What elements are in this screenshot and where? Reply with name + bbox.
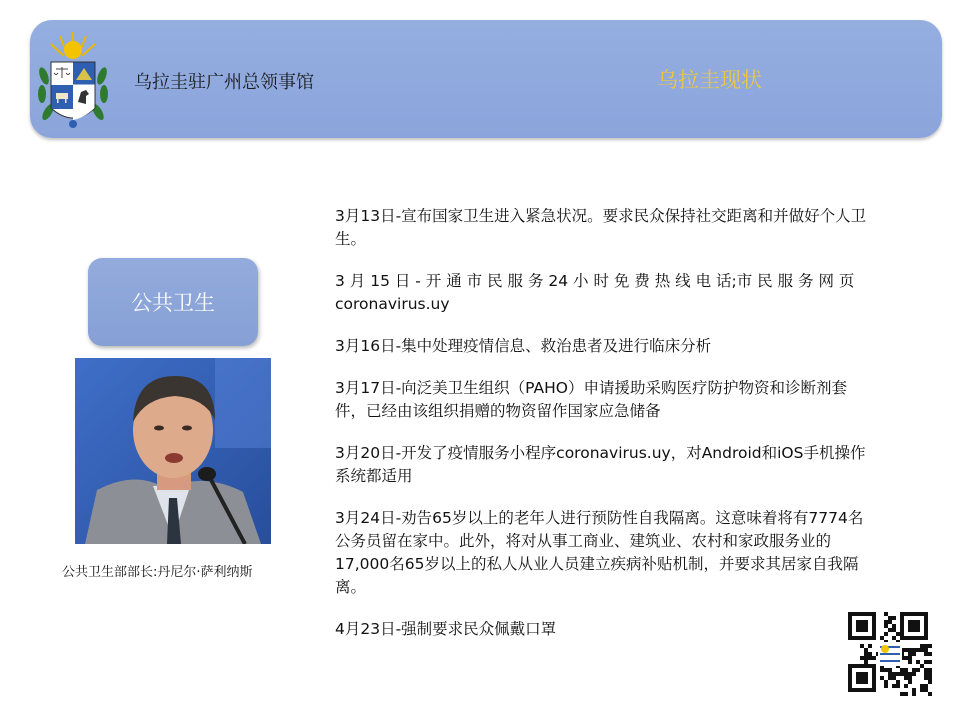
timeline-item: 3月17日-向泛美卫生组织（PAHO）申请援助采购医疗防护物资和诊断剂套件，已经由该组织捐赠的物资留作国家应急储备 (335, 379, 847, 420)
timeline-list (335, 205, 875, 660)
qr-code-icon (848, 612, 932, 696)
timeline-item: 3月24日-劝告65岁以上的老年人进行预防性自我隔离。这意味着将有7774名公务员留在家中。此外，将对从事工商业、建筑业、农村和家政服务业的17,000名65岁以上的私人从业人员建立疾病补贴机制，并要求其居家自我隔离。 (335, 509, 864, 596)
minister-portrait-image (75, 358, 271, 544)
timeline-item: 3月16日-集中处理疫情信息、救治患者及进行临床分析 (335, 337, 712, 355)
consulate-name: 乌拉圭驻广州总领事馆 (134, 72, 314, 93)
header-banner (30, 20, 942, 138)
timeline-item: 3 月 15 日 - 开 通 市 民 服 务 24 小 时 免 费 热 线 电 话;市 民 服 务 网 页 coronavirus.uy (335, 272, 855, 313)
timeline-item: 3月13日-宣布国家卫生进入紧急状况。要求民众保持社交距离和并做好个人卫生。 (335, 207, 867, 248)
timeline-item: 3月20日-开发了疫情服务小程序coronavirus.uy，对Android和iOS手机操作系统都适用 (335, 444, 866, 485)
section-title: 乌拉圭现状 (657, 68, 762, 92)
topic-button-public-health[interactable]: 公共卫生 (88, 258, 258, 346)
photo-caption: 公共卫生部部长:丹尼尔·萨利纳斯 (62, 565, 253, 580)
timeline-item: 4月23日-强制要求民众佩戴口罩 (335, 620, 557, 638)
uruguay-coat-of-arms-icon (34, 28, 112, 132)
